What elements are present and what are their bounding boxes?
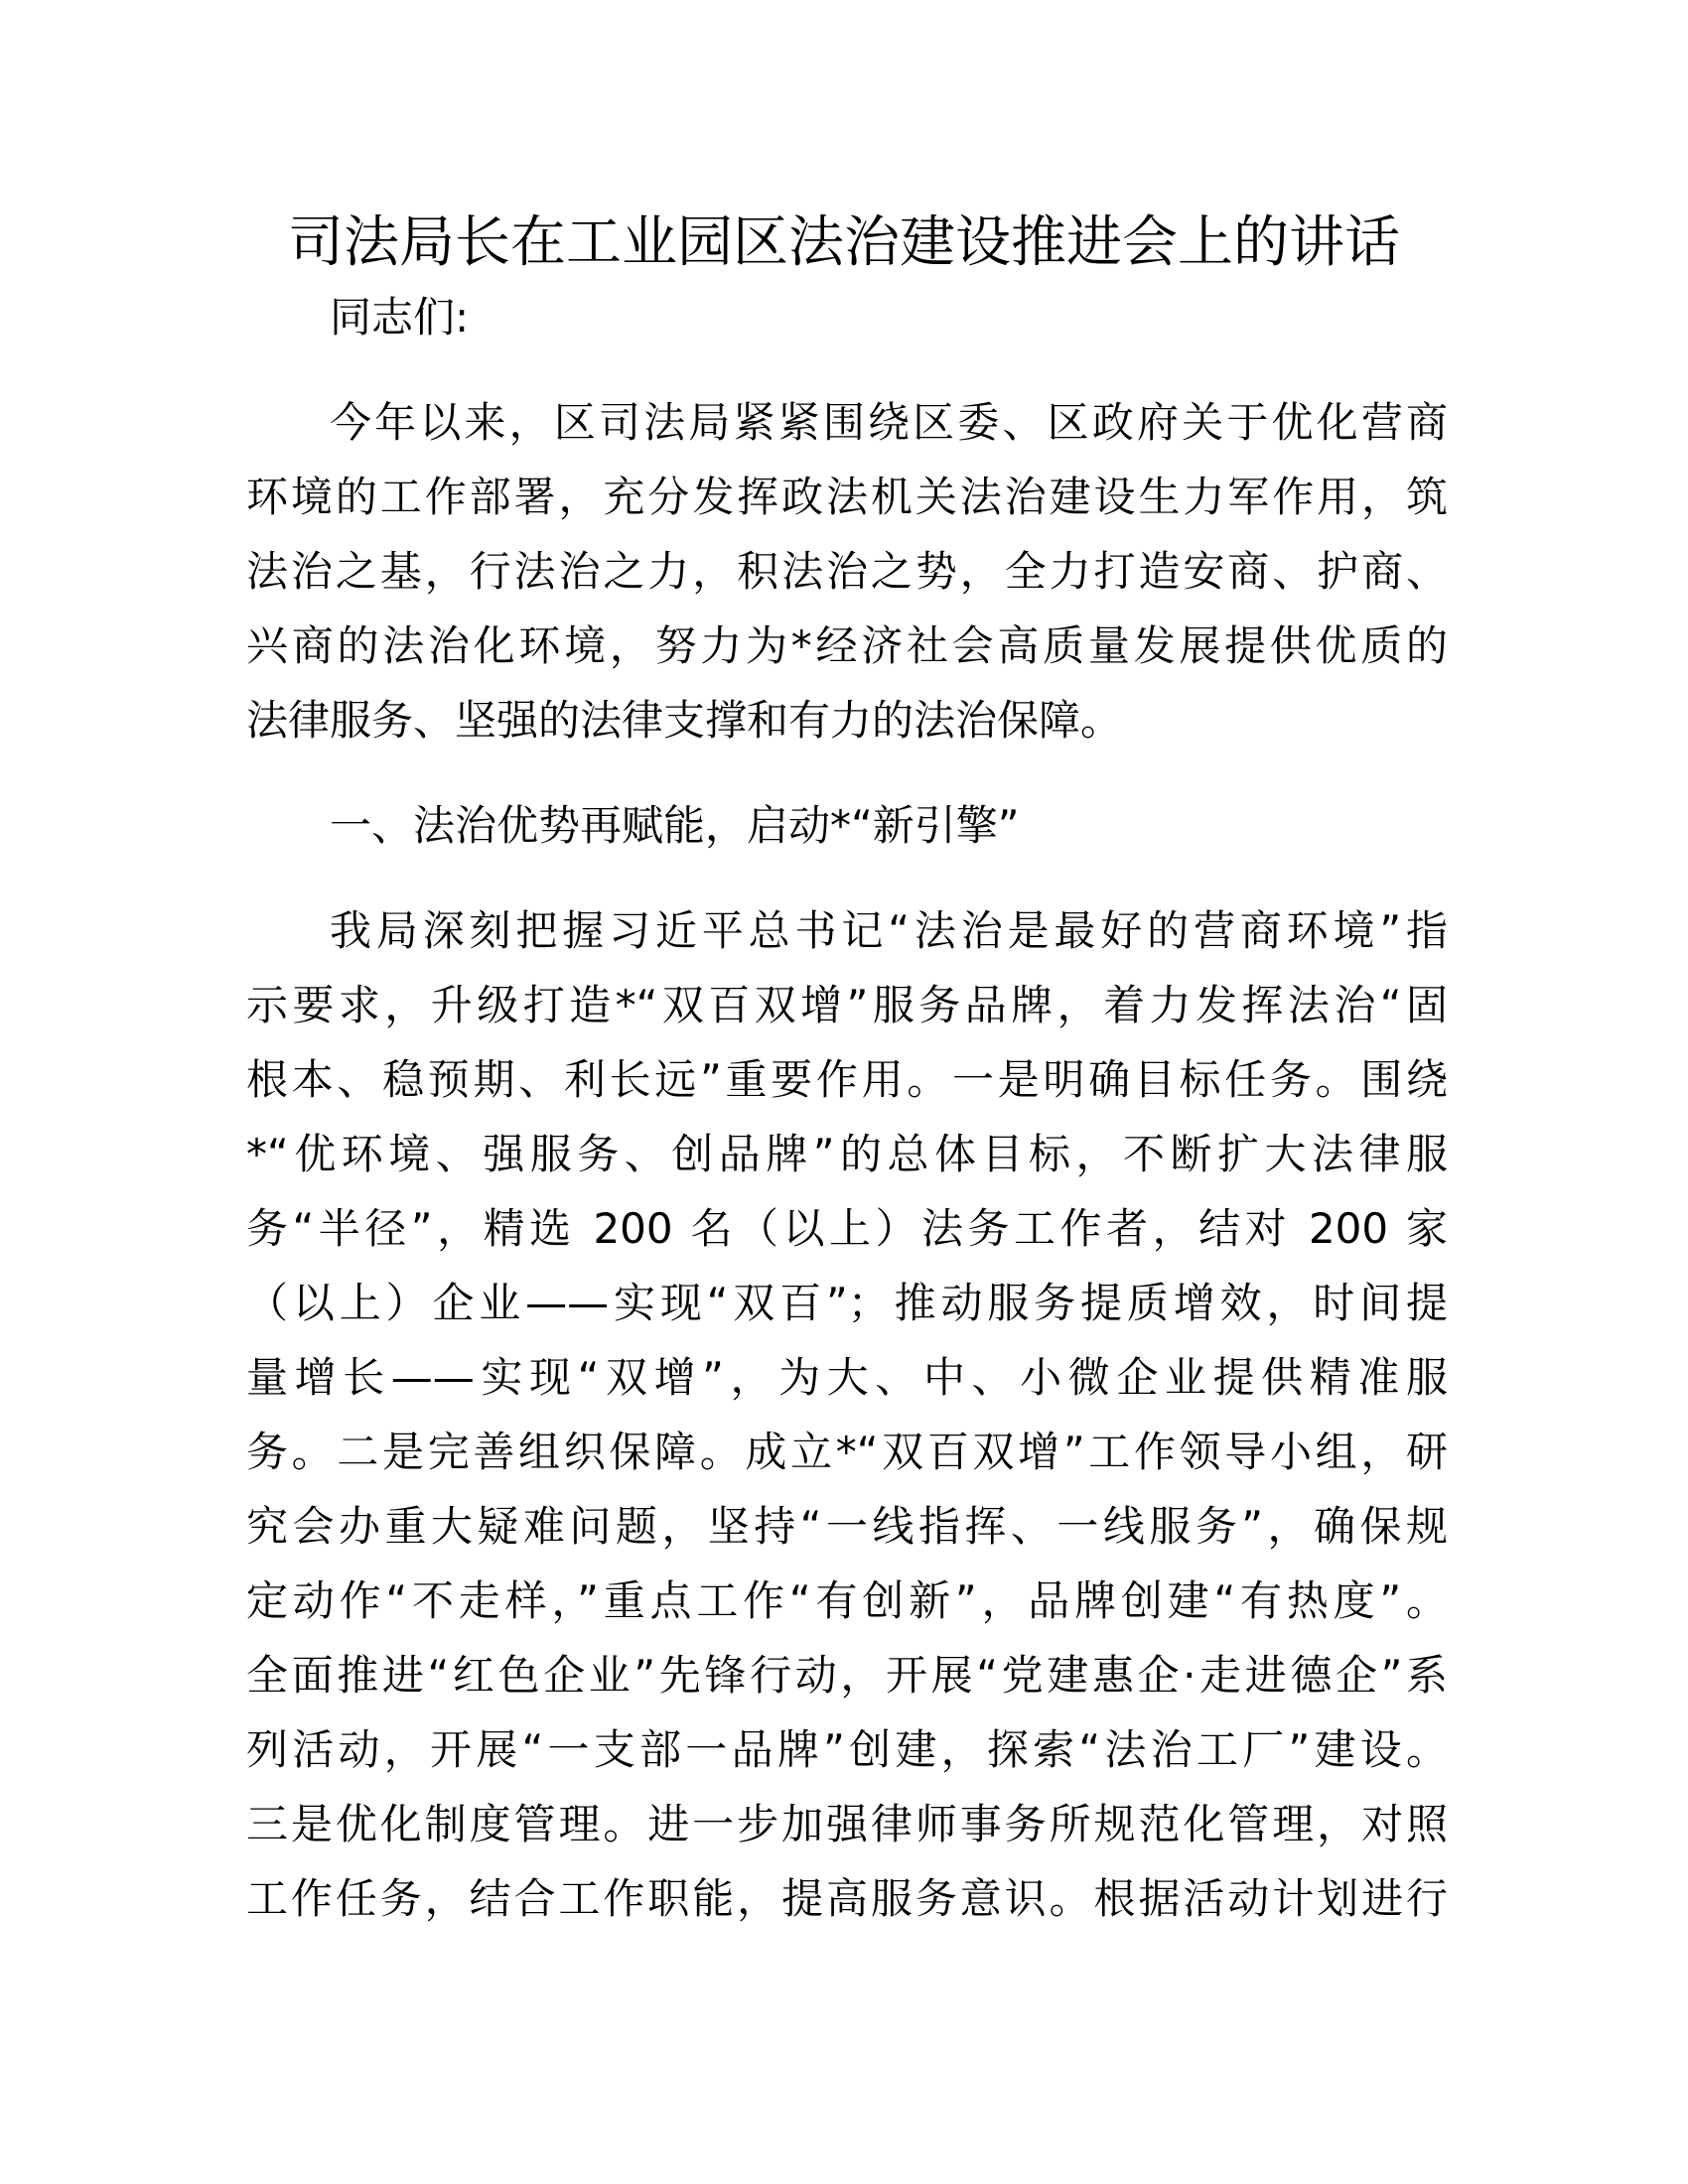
paragraph-line: 全面推进“红色企业”先锋行动，开展“党建惠企·走进德企”系 bbox=[246, 1651, 1448, 1700]
paragraph-line: 务。二是完善组织保障。成立*“双百双增”工作领导小组，研 bbox=[246, 1428, 1448, 1476]
section-heading bbox=[246, 788, 1448, 863]
paragraph-line: 量增长——实现“双增”，为大、中、小微企业提供精准服 bbox=[246, 1353, 1448, 1402]
paragraph-line: 我局深刻把握习近平总书记“法治是最好的营商环境”指 bbox=[330, 906, 1448, 955]
paragraph-intro bbox=[246, 385, 1448, 757]
paragraph-line: 示要求，升级打造*“双百双增”服务品牌，着力发挥法治“固 bbox=[246, 981, 1448, 1029]
paragraph-line: 究会办重大疑难问题，坚持“一线指挥、一线服务”，确保规 bbox=[246, 1502, 1448, 1551]
document-body bbox=[246, 280, 1448, 1936]
paragraph-line: 兴商的法治化环境，努力为*经济社会高质量发展提供优质的 bbox=[246, 621, 1448, 670]
salutation: 同志们: bbox=[330, 293, 470, 341]
paragraph-line: 务“半径”，精选 200 名（以上）法务工作者，结对 200 家 bbox=[246, 1204, 1448, 1253]
paragraph-line: 环境的工作部署，充分发挥政法机关法治建设生力军作用，筑 bbox=[246, 473, 1448, 521]
paragraph-line: 法治之基，行法治之力，积法治之势，全力打造安商、护商、 bbox=[246, 547, 1448, 596]
paragraph-section-one bbox=[246, 893, 1448, 1936]
paragraph-line: 法律服务、坚强的法律支撑和有力的法治保障。 bbox=[246, 696, 1123, 745]
paragraph-line: （以上）企业——实现“双百”；推动服务提质增效，时间提 bbox=[246, 1279, 1448, 1327]
paragraph-line: 定动作“不走样，”重点工作“有创新”，品牌创建“有热度”。 bbox=[246, 1576, 1448, 1625]
paragraph-line: 工作任务，结合工作职能，提高服务意识。根据活动计划进行 bbox=[246, 1874, 1448, 1923]
document-title: 司法局长在工业园区法治建设推进会上的讲话 bbox=[288, 210, 1400, 275]
paragraph-line: 列活动，开展“一支部一品牌”创建，探索“法治工厂”建设。 bbox=[246, 1725, 1448, 1774]
paragraph-line: *“优环境、强服务、创品牌”的总体目标，不断扩大法律服 bbox=[246, 1130, 1448, 1178]
section-heading-text: 一、法治优势再赋能，启动*“新引擎” bbox=[330, 801, 1020, 850]
paragraph-line: 根本、稳预期、利长远”重要作用。一是明确目标任务。围绕 bbox=[246, 1055, 1448, 1104]
paragraph-line: 三是优化制度管理。进一步加强律师事务所规范化管理，对照 bbox=[246, 1800, 1448, 1848]
paragraph-line: 今年以来，区司法局紧紧围绕区委、区政府关于优化营商 bbox=[330, 398, 1448, 447]
